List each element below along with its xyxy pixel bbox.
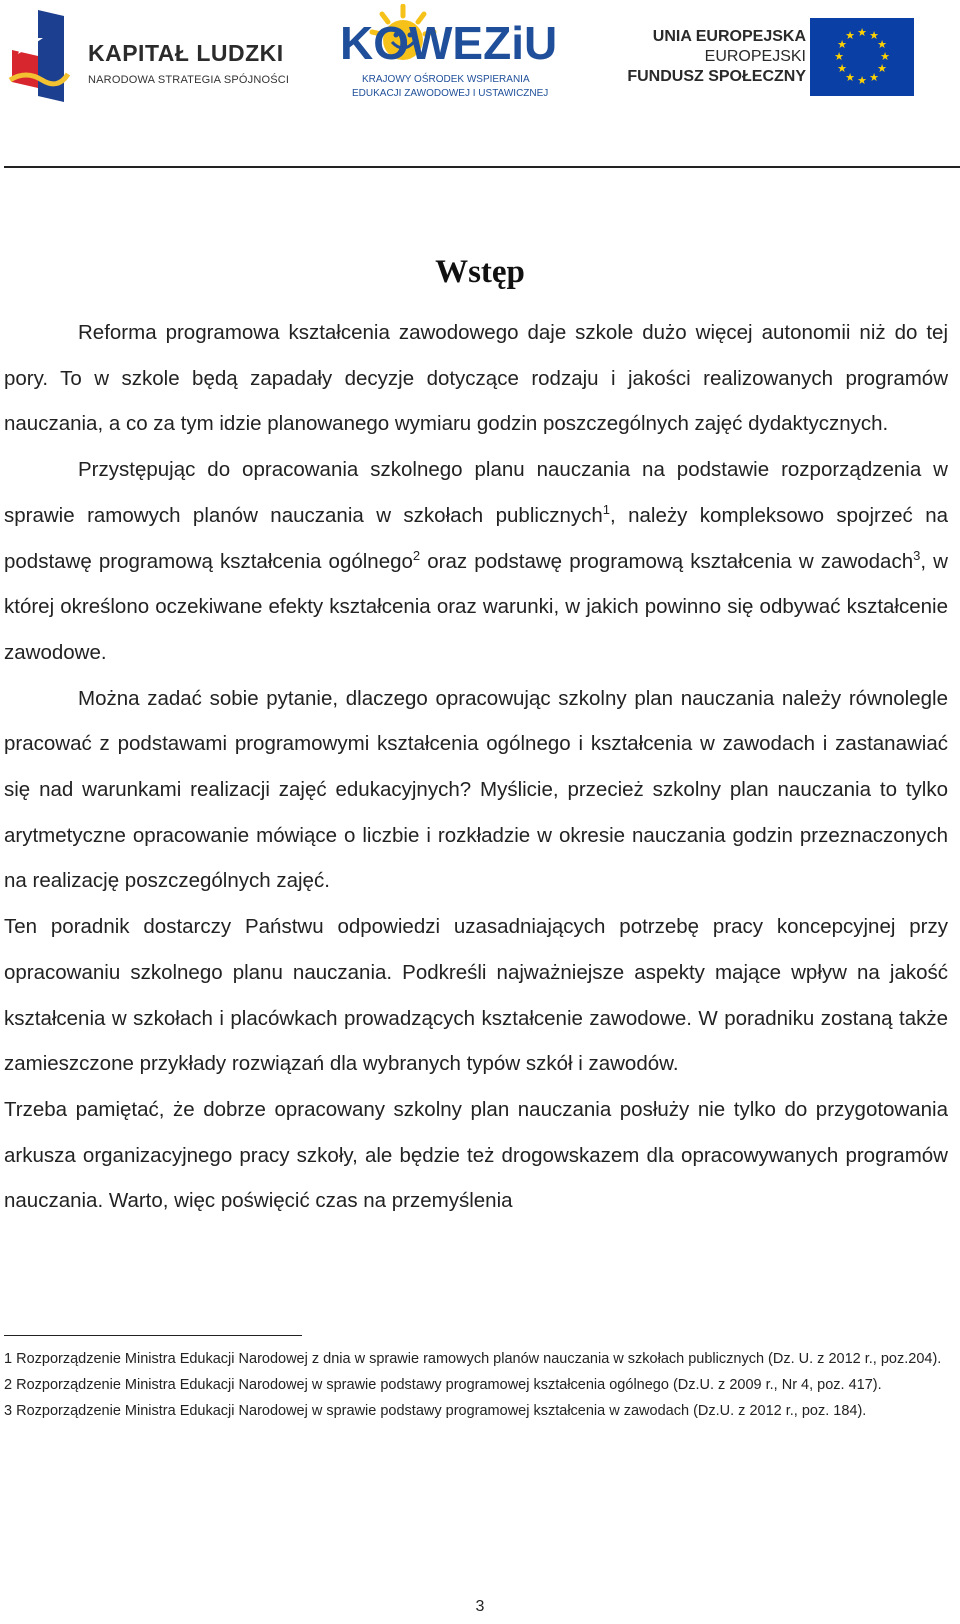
paragraph-2-part3: oraz podstawę programową kształcenia w zawodach — [420, 549, 914, 573]
kapital-ludzki-emblem-icon — [8, 10, 78, 102]
footnote-3: 3 Rozporządzenie Ministra Edukacji Narodowej w sprawie podstawy programowej kształcenia w zawodach (Dz.U. z 2012 r., poz. 184). — [4, 1403, 867, 1419]
svg-text:★: ★ — [869, 29, 879, 42]
paragraph-1: Reforma programowa kształcenia zawodowego daje szkole dużo więcej autonomii niż do tej pory. To w szkole będą zapadały decyzje dotyczące rodzaju i jakości realizowanych programów nauczania, a co za tym idzie planowanego wymiaru godzin poszczególnych zajęć dydaktycznych. — [4, 321, 948, 436]
document-body — [4, 310, 948, 1224]
paragraph-2-part1: Przystępując do opracowania szkolnego planu nauczania na podstawie rozporządzenia w sprawie ramowych planów nauczania w szkołach publicznych — [4, 458, 948, 527]
svg-text:★: ★ — [845, 29, 855, 42]
footnote-ref-3: 3 — [913, 547, 921, 563]
header-divider — [4, 166, 960, 168]
footnote-2: 2 Rozporządzenie Ministra Edukacji Narodowej w sprawie podstawy programowej kształcenia ogólnego (Dz.U. z 2009 r., Nr 4, poz. 417). — [4, 1377, 882, 1393]
paragraph-5: Trzeba pamiętać, że dobrze opracowany szkolny plan nauczania posłuży nie tylko do przygotowania arkusza organizacyjnego pracy szkoły, ale będzie też drogowskazem dla opracowywanych programów nauczania. Warto, więc poświęcić czas na przemyślenia — [4, 1097, 948, 1213]
koweziu-title: KOWEZiU — [340, 17, 558, 69]
footnote-ref-1: 1 — [602, 501, 610, 517]
svg-text:★: ★ — [857, 26, 867, 39]
koweziu-logo — [340, 4, 558, 108]
paragraph-2 — [4, 447, 948, 676]
svg-text:★: ★ — [880, 50, 890, 63]
page-title: Wstęp — [435, 254, 525, 290]
svg-text:★: ★ — [869, 71, 879, 84]
kapital-ludzki-title: KAPITAŁ LUDZKI — [88, 40, 284, 66]
koweziu-subtitle-line2: EDUKACJI ZAWODOWEJ I USTAWICZNEJ — [352, 88, 549, 99]
footnote-1: 1 Rozporządzenie Ministra Edukacji Narodowej z dnia w sprawie ramowych planów nauczania w szkołach publicznych (Dz. U. z 2012 r., poz.204). — [4, 1351, 942, 1367]
ue-line3: FUNDUSZ SPOŁECZNY — [627, 68, 806, 85]
paragraph-3: Można zadać sobie pytanie, dlaczego opracowując szkolny plan nauczania należy równolegle pracować z podstawami programowymi kształcenia ogólnego i kształcenia w zawodach i zastanawiać się nad warunkami realizacji zajęć edukacyjnych? Myślicie, przecież szkolny plan nauczania to tylko arytmetyczne opracowanie mówiące o liczbie i rozkładzie w okresie nauczania godzin przeznaczonych na realizację poszczególnych zajęć. — [4, 686, 948, 893]
paragraph-2-part2: , należy kompleksowo spojrzeć na podstawę programową kształcenia ogólnego — [4, 503, 948, 573]
footnote-ref-2: 2 — [412, 547, 421, 563]
kapital-ludzki-logo — [8, 10, 298, 102]
svg-text:★: ★ — [877, 38, 887, 51]
svg-text:★: ★ — [837, 38, 847, 51]
paragraph-4: Ten poradnik dostarczy Państwu odpowiedzi uzasadniających potrzebę pracy koncepcyjnej przy opracowaniu szkolnego planu nauczania. Podkreśli najważniejsze aspekty mające wpływ na jakość kształcenia w szkołach i placówkach prowadzących kształcenie zawodowe. W poradniku zostaną także zamieszczone przykłady rozwiązań dla wybranych typów szkół i zawodów. — [4, 915, 948, 1076]
svg-text:★: ★ — [845, 71, 855, 84]
svg-text:★: ★ — [857, 74, 867, 87]
svg-text:★: ★ — [837, 62, 847, 75]
koweziu-subtitle-line1: KRAJOWY OŚRODEK WSPIERANIA — [362, 74, 530, 85]
page-header — [0, 0, 960, 120]
ue-line2: EUROPEJSKI — [704, 48, 806, 65]
ue-line1: UNIA EUROPEJSKA — [652, 28, 806, 45]
page-number: 3 — [475, 1598, 485, 1615]
svg-text:★: ★ — [834, 50, 844, 63]
footnote-divider — [4, 1335, 302, 1336]
kapital-ludzki-subtitle: NARODOWA STRATEGIA SPÓJNOŚCI — [88, 74, 290, 86]
svg-text:★: ★ — [877, 62, 887, 75]
eu-flag-icon — [810, 18, 914, 96]
ue-logo — [598, 18, 914, 98]
footnotes — [4, 1346, 948, 1424]
paragraph-2-part4: , w której określono oczekiwane efekty kształcenia oraz warunki, w jakich powinno się odbywać kształcenie zawodowe. — [4, 549, 948, 664]
